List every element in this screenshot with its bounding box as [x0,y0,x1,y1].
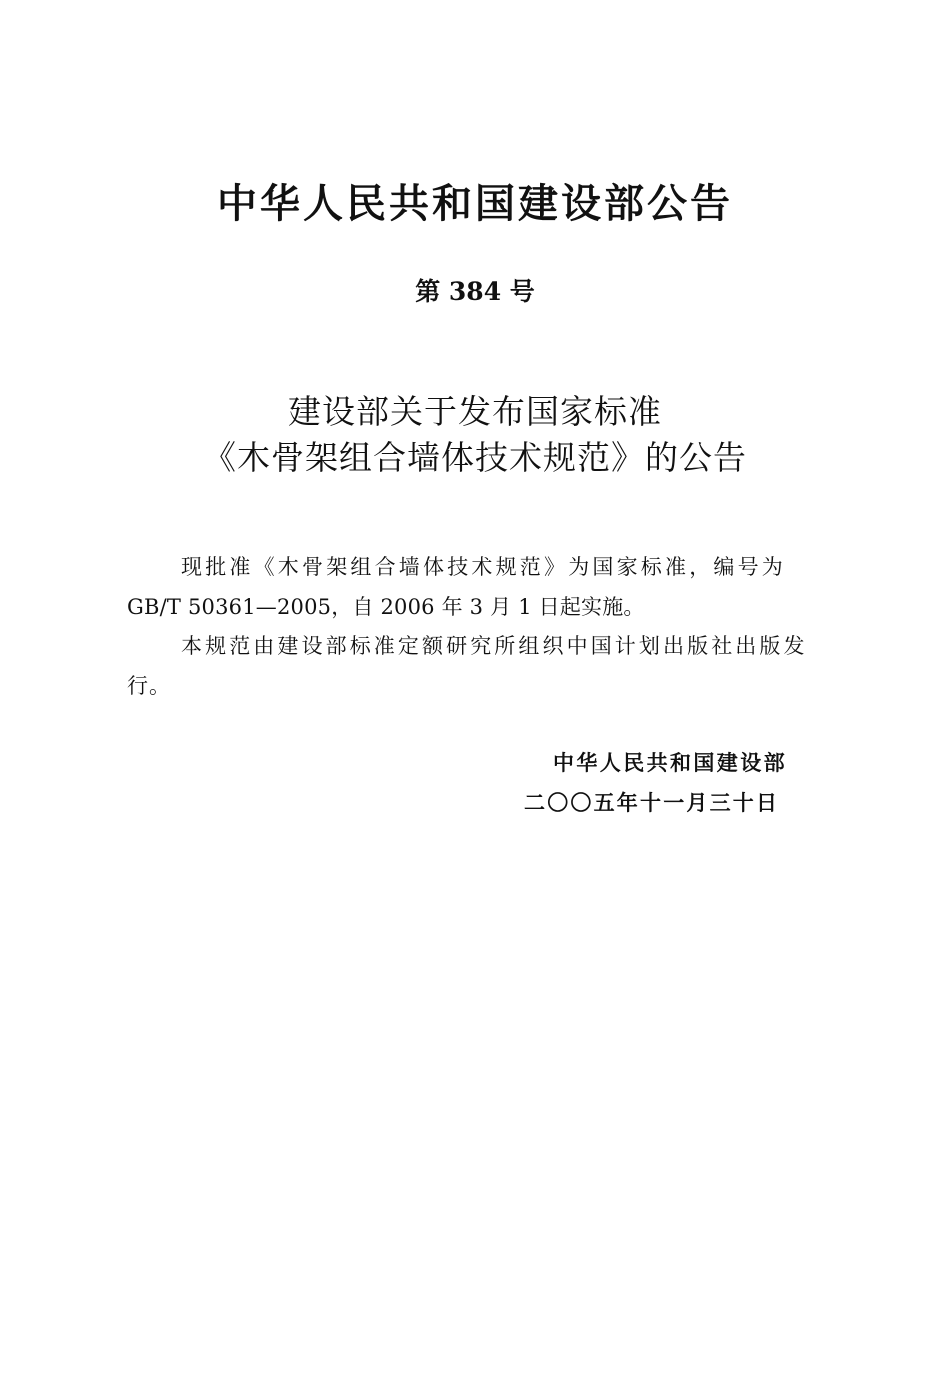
paragraph-1-line-2: GB/T 50361—2005，自 2006 年 3 月 1 日起实施。 [127,595,645,619]
paragraph-2-line-2: 行。 [127,674,171,698]
paragraph-2-line-1: 本规范由建设部标准定额研究所组织中国计划出版社出版发 [181,634,808,658]
announcement-number: 第 384 号 [415,277,535,306]
announcement-subtitle-line-1: 建设部关于发布国家标准 [288,392,662,431]
announcement-subtitle-line-2: 《木骨架组合墙体技术规范》的公告 [203,438,747,477]
signature-organization: 中华人民共和国建设部 [553,751,787,775]
signature-date: 二〇〇五年十一月三十日 [524,791,780,815]
paragraph-1-line-1: 现批准《木骨架组合墙体技术规范》为国家标准，编号为 [181,555,786,579]
announcement-title: 中华人民共和国建设部公告 [217,181,733,227]
